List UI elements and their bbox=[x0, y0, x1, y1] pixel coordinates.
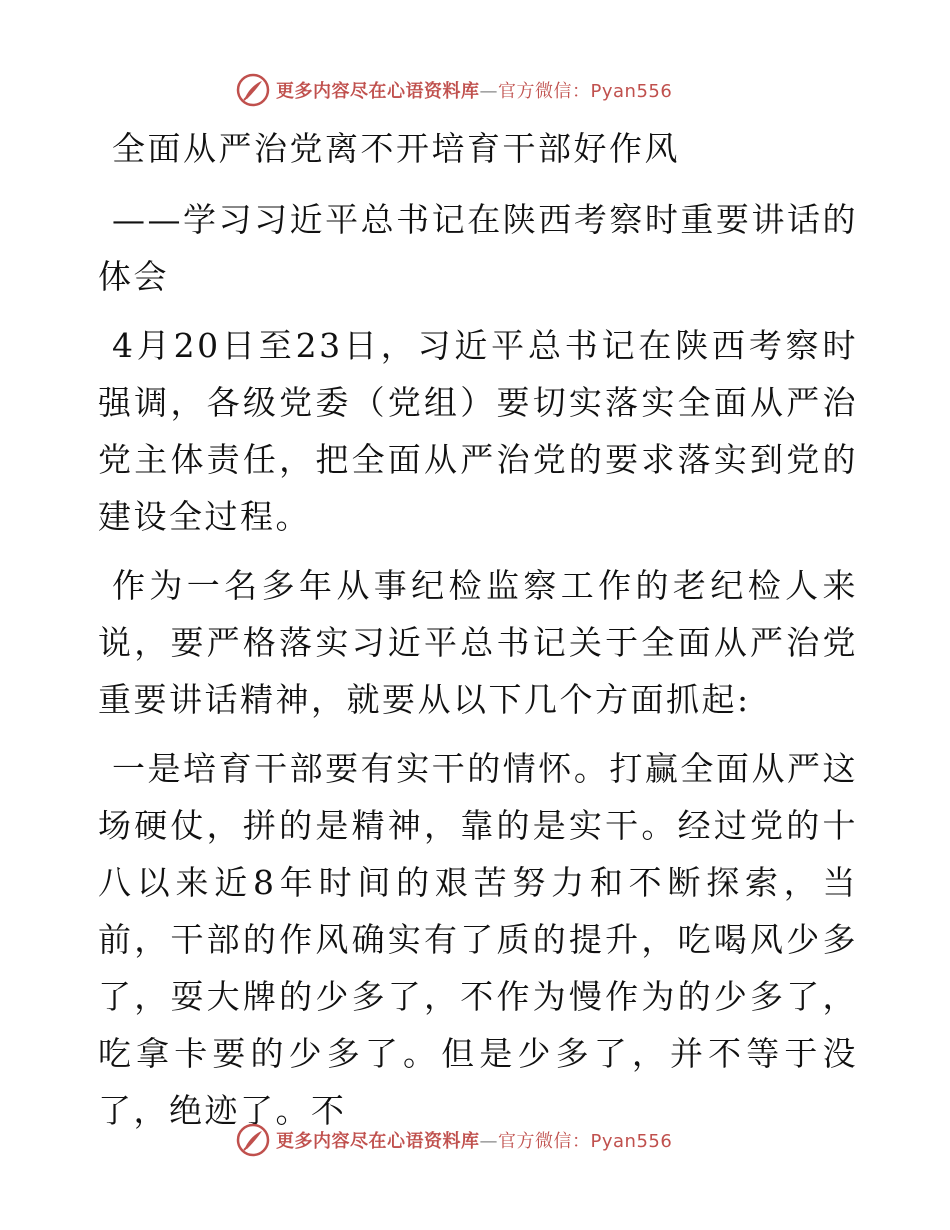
quill-logo-icon bbox=[236, 1123, 270, 1157]
banner-wechat-id: Pyan556 bbox=[590, 81, 673, 102]
document-body bbox=[98, 120, 858, 1151]
paragraph-3: 一是培育干部要有实干的情怀。打赢全面从严这场硬仗，拼的是精神，靠的是实干。经过党的十八以来近8年时间的艰苦努力和不断探索，当前，干部的作风确实有了质的提升，吃喝风少多了，耍大牌的少多了，不作为慢作为的少多了，吃拿卡要的少多了。但是少多了，并不等于没了，绝迹了。不 bbox=[98, 749, 858, 1130]
quill-logo-icon bbox=[236, 73, 270, 107]
banner-main-text: 更多内容尽在心语资料库 bbox=[276, 81, 480, 102]
header-watermark-banner bbox=[236, 70, 672, 110]
banner-text bbox=[276, 77, 672, 103]
banner-main-text: 更多内容尽在心语资料库 bbox=[276, 1131, 480, 1152]
paragraph-2: 作为一名多年从事纪检监察工作的老纪检人来说，要严格落实习近平总书记关于全面从严治党重要讲话精神，就要从以下几个方面抓起: bbox=[98, 566, 858, 719]
banner-text bbox=[276, 1127, 672, 1153]
banner-dash: — bbox=[479, 81, 498, 102]
banner-dash: — bbox=[479, 1131, 498, 1152]
document-title: 全面从严治党离不开培育干部好作风 bbox=[112, 129, 680, 168]
footer-watermark-banner bbox=[236, 1120, 672, 1160]
document-subtitle: ——学习习近平总书记在陕西考察时重要讲话的体会 bbox=[98, 200, 858, 296]
banner-wechat-label: 官方微信： bbox=[498, 81, 591, 102]
banner-wechat-id: Pyan556 bbox=[590, 1131, 673, 1152]
paragraph-1: 4月20日至23日，习近平总书记在陕西考察时强调，各级党委（党组）要切实落实全面从严治党主体责任，把全面从严治党的要求落实到党的建设全过程。 bbox=[98, 326, 858, 536]
banner-wechat-label: 官方微信： bbox=[498, 1131, 591, 1152]
